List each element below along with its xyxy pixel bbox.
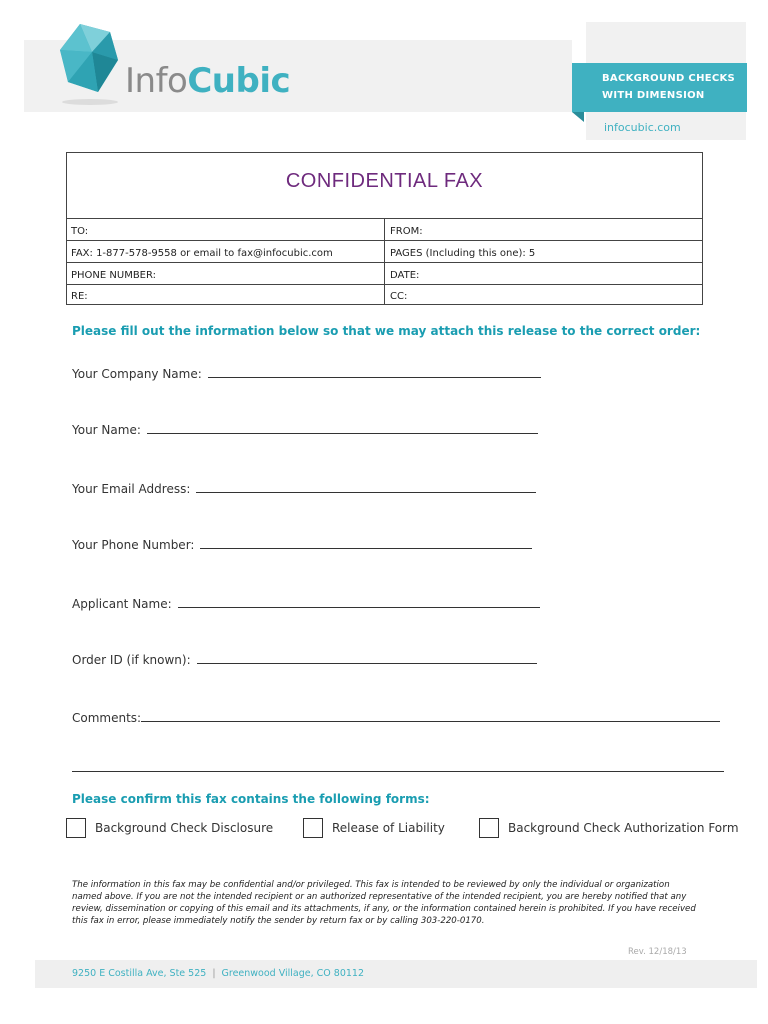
brand-name bbox=[125, 61, 291, 101]
authorization-form-checkbox[interactable] bbox=[479, 818, 739, 838]
comments-label: Comments: bbox=[72, 711, 142, 725]
your-name-field[interactable] bbox=[72, 423, 538, 437]
footer-separator: | bbox=[212, 968, 216, 979]
order-id-line[interactable] bbox=[197, 653, 537, 664]
confidentiality-disclaimer: The information in this fax may be confidential and/or privileged. This fax is intended to be reviewed by only the individual or organization named above. If you are not the intended recipient or an authorized representative of the intended recipient, you are hereby notified that any review, dissemination or copying of this email and its attachments, if any, or the information contained herein is prohibited. If you have received this fax in error, please immediately notify the sender by return fax or by calling 303-220-0170. bbox=[72, 880, 696, 926]
footer-street: 9250 E Costilla Ave, Ste 525 bbox=[72, 968, 207, 979]
fax-number-cell: FAX: 1-877-578-9558 or email to fax@infocubic.com bbox=[71, 248, 333, 259]
order-id-label: Order ID (if known): bbox=[72, 653, 191, 667]
email-label: Your Email Address: bbox=[72, 482, 191, 496]
authorization-form-label: Background Check Authorization Form bbox=[508, 821, 739, 835]
company-name-line[interactable] bbox=[208, 367, 541, 378]
checkbox-box[interactable] bbox=[303, 818, 323, 838]
fax-phone-cell[interactable]: PHONE NUMBER: bbox=[71, 270, 157, 281]
order-id-field[interactable] bbox=[72, 653, 537, 667]
checkbox-box[interactable] bbox=[66, 818, 86, 838]
table-column-divider bbox=[384, 218, 385, 305]
footer-city: Greenwood Village, CO 80112 bbox=[221, 968, 365, 979]
checkbox-box[interactable] bbox=[479, 818, 499, 838]
fax-date-cell[interactable]: DATE: bbox=[390, 270, 420, 281]
website-link[interactable]: infocubic.com bbox=[604, 121, 681, 134]
company-name-field[interactable] bbox=[72, 367, 541, 381]
brand-info: Info bbox=[125, 61, 188, 101]
phone-label: Your Phone Number: bbox=[72, 538, 195, 552]
tagline-line-2: WITH DIMENSION bbox=[602, 90, 705, 101]
fax-title: CONFIDENTIAL FAX bbox=[285, 170, 484, 192]
fax-cc-cell[interactable]: CC: bbox=[390, 291, 408, 302]
phone-line[interactable] bbox=[200, 538, 532, 549]
your-name-line[interactable] bbox=[147, 423, 538, 434]
applicant-name-field[interactable] bbox=[72, 597, 540, 611]
cube-logo-icon bbox=[58, 20, 128, 110]
company-name-label: Your Company Name: bbox=[72, 367, 202, 381]
fax-from-cell[interactable]: FROM: bbox=[390, 226, 423, 237]
disclosure-checkbox[interactable] bbox=[66, 818, 273, 838]
confirm-forms-heading: Please confirm this fax contains the following forms: bbox=[72, 792, 430, 806]
revision-label: Rev. 12/18/13 bbox=[628, 947, 687, 957]
fill-out-instruction: Please fill out the information below so that we may attach this release to the correct order: bbox=[72, 324, 701, 338]
footer-address bbox=[72, 968, 364, 979]
comments-field[interactable] bbox=[72, 711, 720, 725]
comments-line-2[interactable] bbox=[72, 771, 724, 772]
your-name-label: Your Name: bbox=[72, 423, 141, 437]
applicant-name-label: Applicant Name: bbox=[72, 597, 172, 611]
email-field[interactable] bbox=[72, 482, 536, 496]
fax-pages-cell: PAGES (Including this one): 5 bbox=[390, 248, 536, 259]
fax-to-cell[interactable]: TO: bbox=[71, 226, 89, 237]
disclosure-label: Background Check Disclosure bbox=[95, 821, 274, 835]
tagline-fold bbox=[572, 112, 584, 122]
email-line[interactable] bbox=[196, 482, 536, 493]
comments-line[interactable] bbox=[141, 711, 720, 722]
tagline-line-1: BACKGROUND CHECKS bbox=[602, 73, 736, 84]
brand-cubic: Cubic bbox=[187, 61, 291, 101]
applicant-name-line[interactable] bbox=[178, 597, 540, 608]
tagline-box bbox=[572, 63, 747, 112]
phone-field[interactable] bbox=[72, 538, 532, 552]
release-liability-label: Release of Liability bbox=[332, 821, 445, 835]
release-liability-checkbox[interactable] bbox=[303, 818, 445, 838]
fax-re-cell[interactable]: RE: bbox=[71, 291, 88, 302]
